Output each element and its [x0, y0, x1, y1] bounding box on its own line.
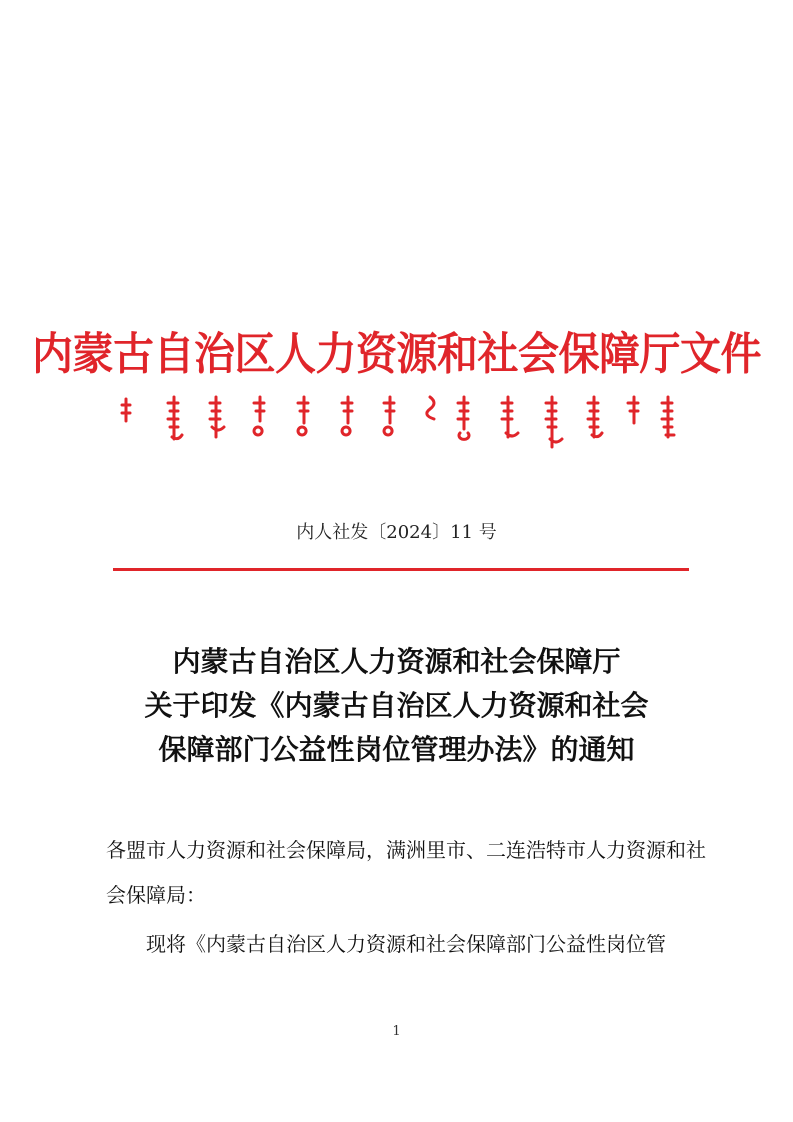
title-line: 保障部门公益性岗位管理办法》的通知 — [158, 733, 635, 766]
title-line: 内蒙古自治区人力资源和社会保障厅 — [172, 645, 621, 678]
document-number: 内人社发〔2024〕11 号 — [296, 522, 497, 543]
body-paragraph: 现将《内蒙古自治区人力资源和社会保障部门公益性岗位管 — [146, 932, 666, 956]
issuing-authority-header: 内蒙古自治区人力资源和社会保障厅文件 — [32, 328, 761, 380]
title-line: 关于印发《内蒙古自治区人力资源和社会 — [144, 689, 649, 722]
recipient-salutation: 各盟市人力资源和社会保障局，满洲里市、二连浩特市人力资源和社会保障局： — [106, 838, 706, 907]
red-separator-line — [113, 568, 689, 571]
document-title — [0, 640, 793, 772]
page-number: 1 — [392, 1024, 401, 1039]
mongolian-script-icon — [112, 393, 682, 455]
mongolian-script-header — [112, 393, 682, 455]
